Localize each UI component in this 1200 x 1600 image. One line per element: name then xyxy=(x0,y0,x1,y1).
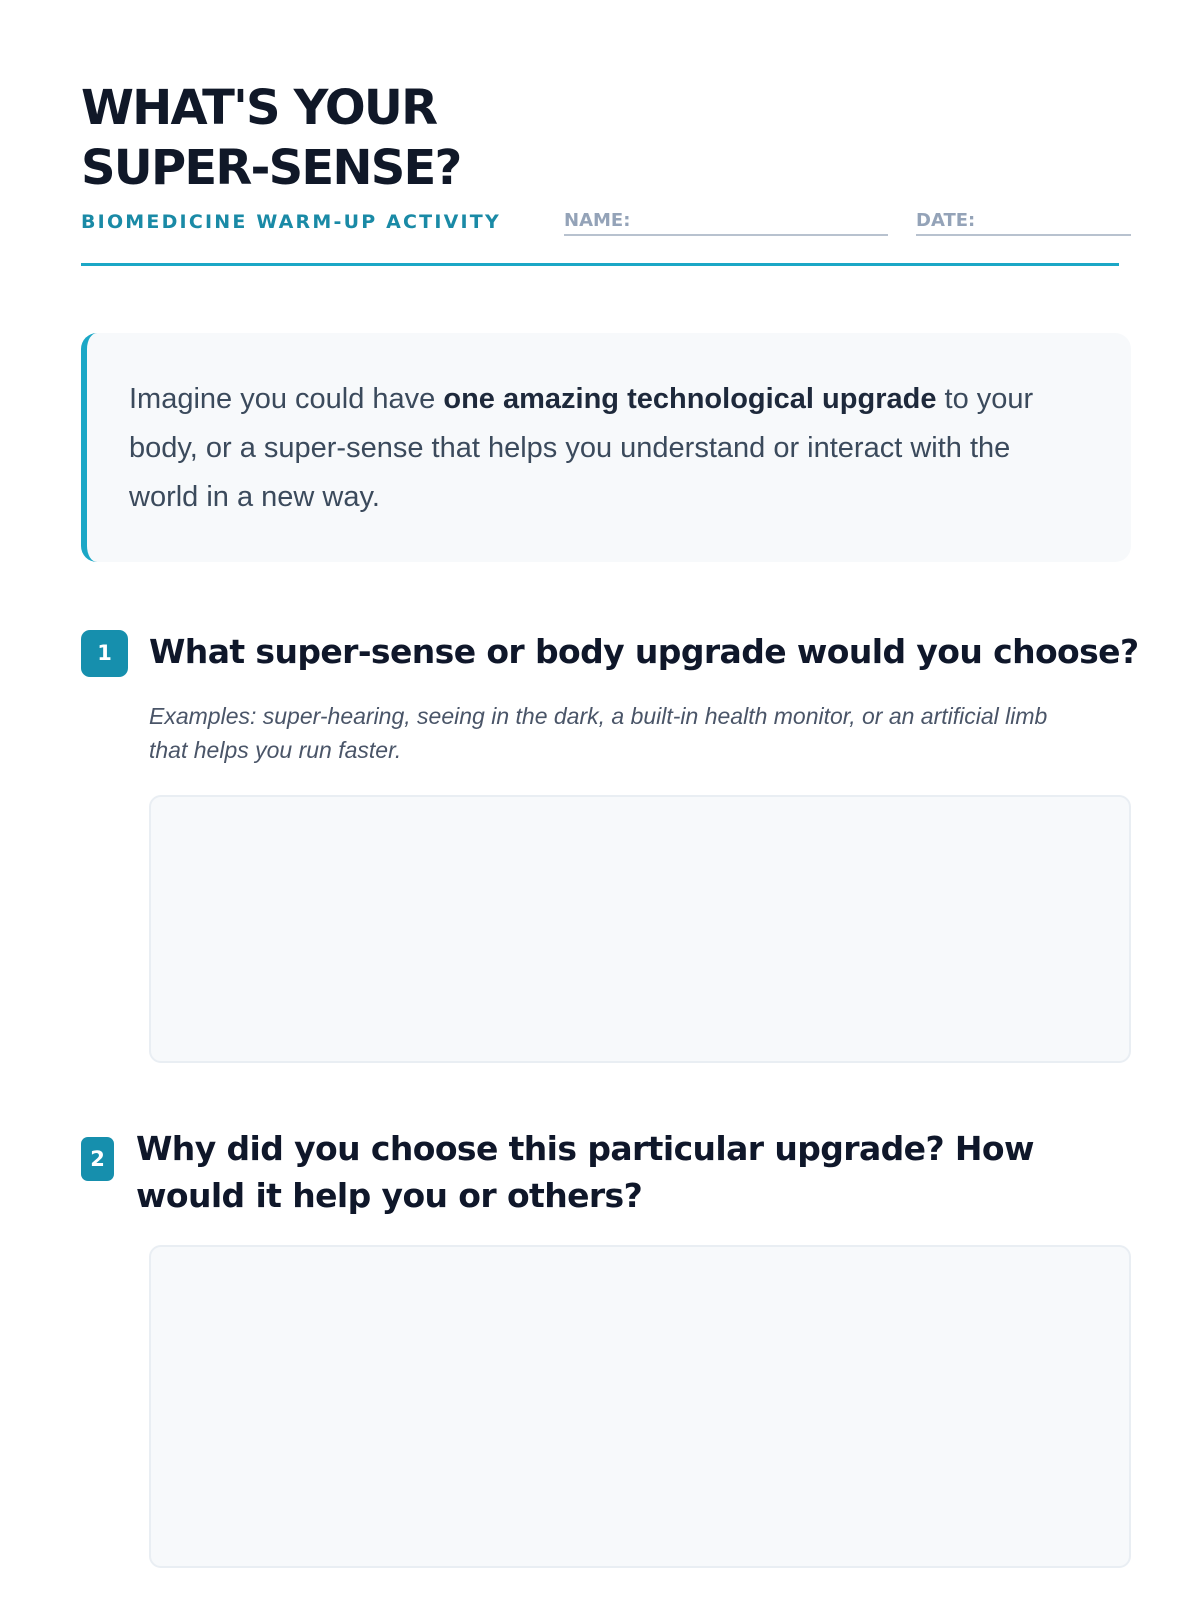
name-label: NAME: xyxy=(564,210,631,231)
question-hint: Examples: super-hearing, seeing in the dark, a built-in health monitor, or an artificial limb that helps you run faster. xyxy=(149,703,1048,763)
intro-text-start: Imagine you could have xyxy=(129,383,444,415)
intro-text-bold: one amazing technological upgrade xyxy=(443,383,937,415)
intro-callout xyxy=(81,333,1131,562)
name-field[interactable] xyxy=(564,208,888,236)
page-subtitle: BIOMEDICINE WARM-UP ACTIVITY xyxy=(81,211,501,233)
question-title: What super-sense or body upgrade would you choose? xyxy=(149,632,1139,671)
date-label: DATE: xyxy=(916,210,976,231)
intro-text-end: to your body, or a super-sense that helps you understand or interact with the world in a new way. xyxy=(129,383,1034,513)
answer-box[interactable] xyxy=(149,795,1131,1063)
page-title: WHAT'S YOUR SUPER-SENSE? xyxy=(81,80,461,196)
date-field[interactable] xyxy=(916,208,1131,236)
question-number-badge: 2 xyxy=(81,1137,114,1181)
worksheet-header xyxy=(81,0,1119,266)
answer-box[interactable] xyxy=(149,1245,1131,1568)
question-title: Why did you choose this particular upgrade? How would it help you or others? xyxy=(136,1129,1034,1215)
question-number-badge: 1 xyxy=(81,630,128,677)
